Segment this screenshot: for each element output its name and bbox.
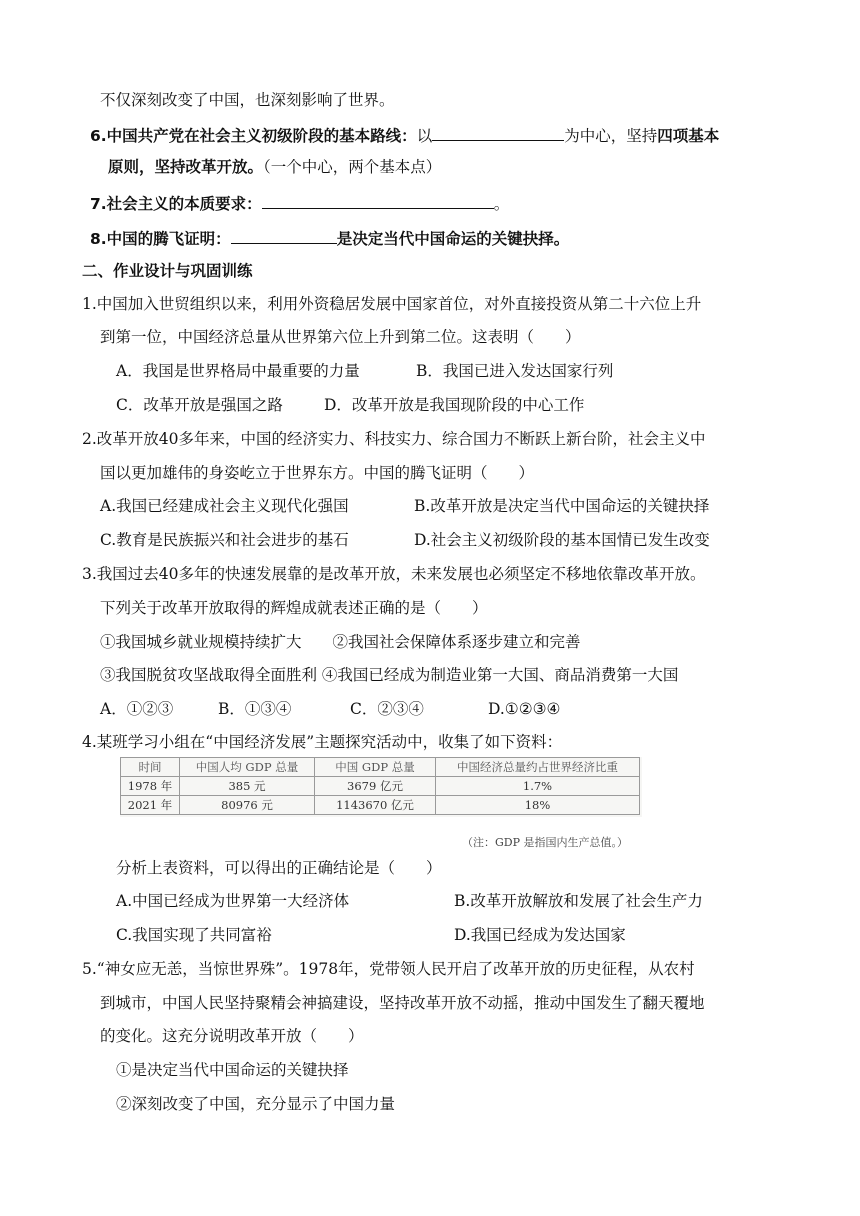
q4-ask: 分析上表资料，可以得出的正确结论是（ ） <box>116 859 442 877</box>
q4-option-a[interactable]: A.中国已经成为世界第一大经济体 <box>116 892 350 910</box>
q1-stem-2: 到第一位，中国经济总量从世界第六位上升到第二位。这表明（ ） <box>100 328 581 346</box>
k7-label: 7.社会主义的本质要求： <box>90 195 262 213</box>
q3-option-a[interactable]: A．①②③ <box>100 700 174 718</box>
k8-blank[interactable] <box>231 227 337 244</box>
knowledge-point-6 <box>90 124 719 146</box>
q4-stem: 4.某班学习小组在“中国经济发展”主题探究活动中，收集了如下资料： <box>82 733 563 751</box>
q5-stem-2: 到城市，中国人民坚持聚精会神搞建设，坚持改革开放不动摇，推动中国发生了翻天覆地 <box>100 994 705 1012</box>
table-header: 中国经济总量约占世界经济比重 <box>436 758 640 777</box>
q1-option-b[interactable]: B．我国已进入发达国家行列 <box>416 362 614 380</box>
q1-stem-1: 1.中国加入世贸组织以来，利用外资稳居发展中国家首位，对外直接投资从第二十六位上升 <box>82 295 702 313</box>
k7-blank[interactable] <box>262 192 494 209</box>
table-cell: 3679 亿元 <box>315 777 436 796</box>
table-cell: 18% <box>436 796 640 815</box>
table-cell: 1.7% <box>436 777 640 796</box>
table-cell: 1143670 亿元 <box>315 796 436 815</box>
k6-note: （一个中心，两个基本点） <box>263 158 442 176</box>
gdp-table <box>120 757 640 815</box>
table-header: 中国人均 GDP 总量 <box>180 758 315 777</box>
q4-option-c[interactable]: C.我国实现了共同富裕 <box>116 926 272 944</box>
table-row <box>121 777 640 796</box>
q4-option-d[interactable]: D.我国已经成为发达国家 <box>454 926 626 944</box>
q2-option-d[interactable]: D.社会主义初级阶段的基本国情已发生改变 <box>414 531 710 549</box>
q5-stem-3: 的变化。这充分说明改革开放（ ） <box>100 1027 364 1045</box>
gdp-table-image <box>120 757 642 817</box>
table-header: 时间 <box>121 758 180 777</box>
q2-option-b[interactable]: B.改革开放是决定当代中国命运的关键抉择 <box>414 497 710 515</box>
table-cell: 2021 年 <box>121 796 180 815</box>
k8-label: 8.中国的腾飞证明： <box>90 230 231 248</box>
q4-option-b[interactable]: B.改革开放解放和发展了社会生产力 <box>454 892 703 910</box>
q2-stem-1: 2.改革开放40多年来，中国的经济实力、科技实力、综合国力不断跃上新台阶，社会主义中 <box>82 430 706 448</box>
k7-end: 。 <box>493 195 510 213</box>
section-2-title: 二、作业设计与巩固训练 <box>82 262 253 280</box>
table-note: （注：GDP 是指国内生产总值。） <box>462 836 629 849</box>
table-cell: 385 元 <box>180 777 315 796</box>
q1-option-a[interactable]: A．我国是世界格局中最重要的力量 <box>116 362 360 380</box>
table-cell: 1978 年 <box>121 777 180 796</box>
q3-items-3-4: ③我国脱贫攻坚战取得全面胜利 ④我国已经成为制造业第一大国、商品消费第一大国 <box>100 666 679 684</box>
q3-option-b[interactable]: B．①③④ <box>218 700 292 718</box>
q1-option-d[interactable]: D．改革开放是我国现阶段的中心工作 <box>324 396 585 414</box>
k6-highlight: 四项基本 <box>657 127 720 145</box>
table-cell: 80976 元 <box>180 796 315 815</box>
table-header-row <box>121 758 640 777</box>
knowledge-point-8 <box>90 227 569 249</box>
intro-continuation: 不仅深刻改变了中国，也深刻影响了世界。 <box>100 91 395 109</box>
q1-option-c[interactable]: C．改革开放是强国之路 <box>116 396 283 414</box>
q2-option-a[interactable]: A.我国已经建成社会主义现代化强国 <box>100 497 349 515</box>
k6-label: 6.中国共产党在社会主义初级阶段的基本路线： <box>90 127 417 145</box>
q3-option-c[interactable]: C．②③④ <box>350 700 424 718</box>
k8-text: 是决定当代中国命运的关键抉择。 <box>336 230 570 248</box>
k6-text-a: 以 <box>416 127 433 145</box>
q2-option-c[interactable]: C.教育是民族振兴和社会进步的基石 <box>100 531 349 549</box>
table-header: 中国 GDP 总量 <box>315 758 436 777</box>
q5-item-2: ②深刻改变了中国，充分显示了中国力量 <box>116 1095 396 1113</box>
knowledge-point-6-cont <box>108 157 441 177</box>
q2-stem-2: 国以更加雄伟的身姿屹立于世界东方。中国的腾飞证明（ ） <box>100 464 535 482</box>
q5-item-1: ①是决定当代中国命运的关键抉择 <box>116 1061 349 1079</box>
q3-stem-1: 3.我国过去40多年的快速发展靠的是改革开放，未来发展也必须坚定不移地依靠改革开放。 <box>82 565 706 583</box>
q3-stem-2: 下列关于改革开放取得的辉煌成就表述正确的是（ ） <box>100 599 488 617</box>
k6-text-b: 为中心，坚持 <box>564 127 658 145</box>
table-row <box>121 796 640 815</box>
q3-option-d[interactable]: D.①②③④ <box>488 700 561 718</box>
k6-principle: 原则，坚持改革开放。 <box>108 158 264 176</box>
knowledge-point-7 <box>90 192 509 214</box>
q3-items-1-2: ①我国城乡就业规模持续扩大 ②我国社会保障体系逐步建立和完善 <box>100 633 581 651</box>
k6-blank[interactable] <box>432 124 564 141</box>
q5-stem-1: 5.“神女应无恙，当惊世界殊”。1978年，党带领人民开启了改革开放的历史征程，从农村 <box>82 960 695 978</box>
